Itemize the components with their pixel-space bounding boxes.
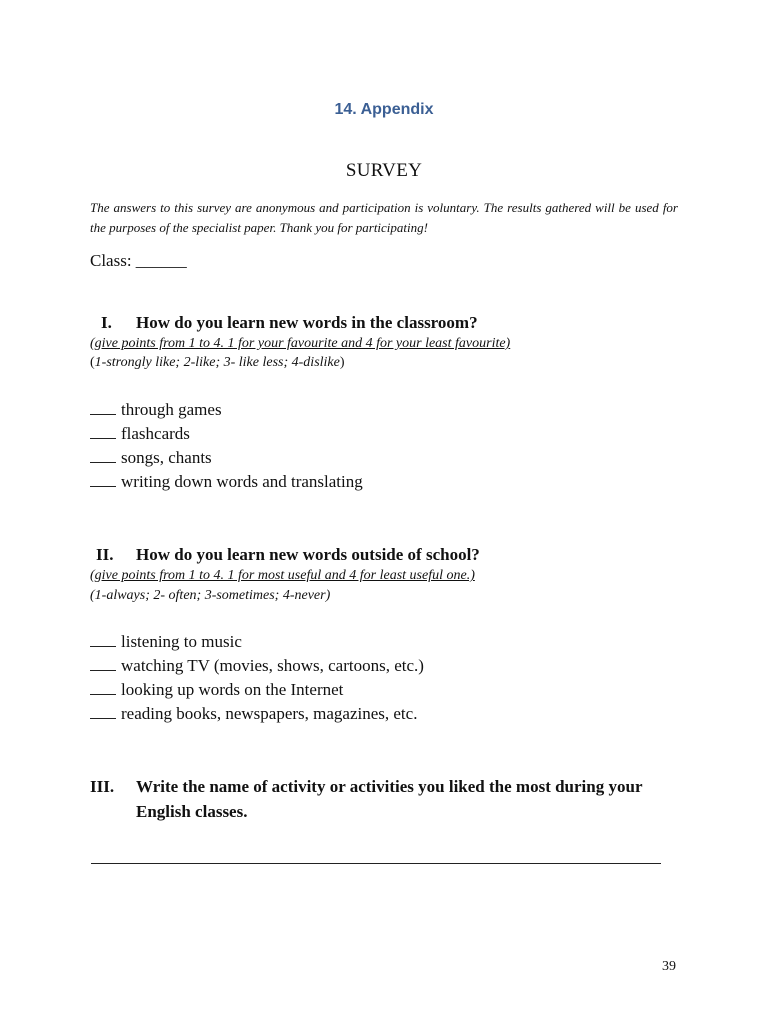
answer-blank[interactable] <box>90 679 116 695</box>
option-label: watching TV (movies, shows, cartoons, etc.) <box>121 656 424 675</box>
option-label: listening to music <box>121 632 242 651</box>
section-heading: 14. Appendix <box>334 101 434 118</box>
option-label: songs, chants <box>121 448 212 467</box>
question-2-text: How do you learn new words outside of school? <box>136 545 480 564</box>
answer-blank[interactable] <box>90 471 116 487</box>
answer-blank[interactable] <box>90 655 116 671</box>
answer-blank[interactable] <box>90 399 116 415</box>
option-item <box>90 446 363 470</box>
question-1-text: How do you learn new words in the classroom? <box>136 313 478 332</box>
option-item <box>90 654 424 678</box>
question-3-number: III. <box>90 777 115 796</box>
class-field[interactable]: Class: ______ <box>90 251 187 270</box>
question-2-number: II. <box>96 545 114 564</box>
answer-line[interactable] <box>91 863 661 864</box>
question-1-scale-line: (1-strongly like; 2-like; 3- like less; 4-dislike) <box>90 355 345 370</box>
answer-blank[interactable] <box>90 423 116 439</box>
question-3-text: Write the name of activity or activities you liked the most during your English classes. <box>136 777 643 821</box>
option-label: writing down words and translating <box>121 472 363 491</box>
option-item <box>90 702 424 726</box>
option-label: flashcards <box>121 424 190 443</box>
question-2-options <box>90 630 424 726</box>
survey-title: SURVEY <box>345 160 423 181</box>
option-item <box>90 422 363 446</box>
question-1-options <box>90 398 363 494</box>
option-item <box>90 398 363 422</box>
option-item <box>90 678 424 702</box>
question-2-instruction: (give points from 1 to 4. 1 for most useful and 4 for least useful one.) <box>90 568 475 583</box>
question-1-scale: 1-strongly like; 2-like; 3- like less; 4-dislike <box>94 355 340 370</box>
answer-blank[interactable] <box>90 631 116 647</box>
option-item <box>90 470 363 494</box>
answer-blank[interactable] <box>90 703 116 719</box>
option-label: reading books, newspapers, magazines, etc. <box>121 704 418 723</box>
option-label: through games <box>121 400 222 419</box>
answer-blank[interactable] <box>90 447 116 463</box>
page-number: 39 <box>662 959 676 974</box>
question-2-scale: (1-always; 2- often; 3-sometimes; 4-never) <box>90 588 331 603</box>
option-label: looking up words on the Internet <box>121 680 344 699</box>
survey-intro: The answers to this survey are anonymous and participation is voluntary. The results gathered will be used for the purposes of the specialist paper. Thank you for participating! <box>90 200 678 235</box>
question-1-number: I. <box>101 313 112 332</box>
question-1-instruction: (give points from 1 to 4. 1 for your favourite and 4 for your least favourite) <box>90 336 511 351</box>
option-item <box>90 630 424 654</box>
